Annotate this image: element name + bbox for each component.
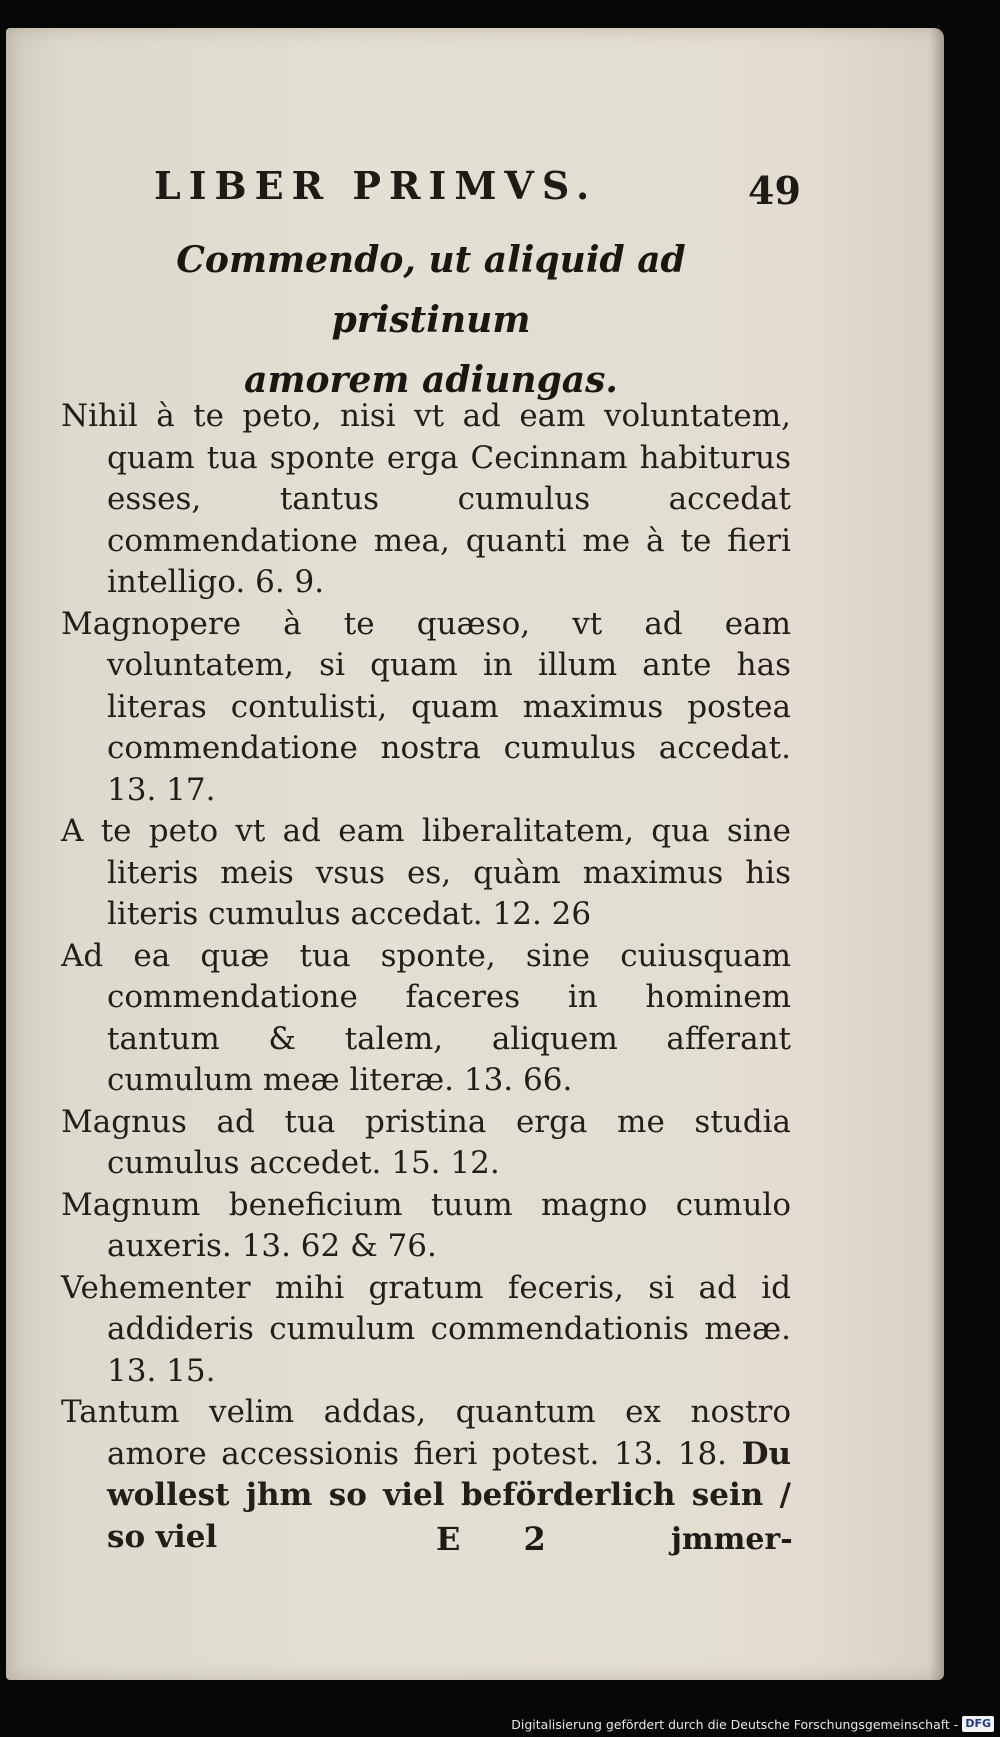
footer-credit: Digitalisierung gefördert durch die Deutsche Forschungsgemeinschaft -	[511, 1716, 959, 1732]
phrase-entry-6: Magnum beneficium tuum magno cumulo auxeris. 13. 62 & 76.	[61, 1186, 791, 1264]
phrase-entry-7: Vehementer mihi gratum feceris, si ad id addideris cumulum commendationis meæ. 13. 15.	[61, 1269, 791, 1389]
phrase-entry-8-latin: Tantum velim addas, quantum ex nostro amore accessionis fieri potest. 13. 18.	[61, 1394, 791, 1472]
phrase-entry-1: Nihil à te peto, nisi vt ad eam voluntatem, quam tua sponte erga Cecinnam habiturus esses, tantus cumulus accedat commendatione mea, quanti me à te fieri intelligo. 6. 9.	[61, 398, 791, 600]
signature-mark: E 2	[436, 1520, 572, 1558]
catchword: jmmer-	[671, 1522, 793, 1557]
dfg-logo: DFG	[962, 1716, 994, 1732]
digitization-footer	[511, 1713, 994, 1735]
phrase-entry-3: A te peto vt ad eam liberalitatem, qua sine literis meis vsus es, quàm maximus his literis cumulus accedat. 12. 26	[61, 813, 791, 932]
phrase-list	[61, 396, 791, 1558]
running-head: LIBER PRIMVS.	[154, 163, 598, 208]
book-page	[6, 28, 944, 1680]
heading-line-2: amorem adiungas.	[244, 359, 618, 401]
phrase-entry-4: Ad ea quæ tua sponte, sine cuiusquam commendatione faceres in hominem tantum & talem, aliquem afferant cumulum meæ literæ. 13. 66.	[61, 937, 791, 1098]
phrase-entry-5: Magnus ad tua pristina erga me studia cumulus accedet. 15. 12.	[61, 1103, 791, 1181]
page-number: 49	[748, 168, 801, 213]
german-translation: Du wollest jhm so viel beförderlich sein / so viel	[107, 1435, 791, 1555]
heading-line-1: Commendo, ut aliquid ad pristinum	[176, 239, 686, 341]
phrase-entry-2: Magnopere à te quæso, vt ad eam voluntatem, si quam in illum ante has literas contulisti, quam maximus postea commendatione nostra cumulus accedat. 13. 17.	[61, 605, 791, 808]
section-heading	[131, 230, 731, 410]
